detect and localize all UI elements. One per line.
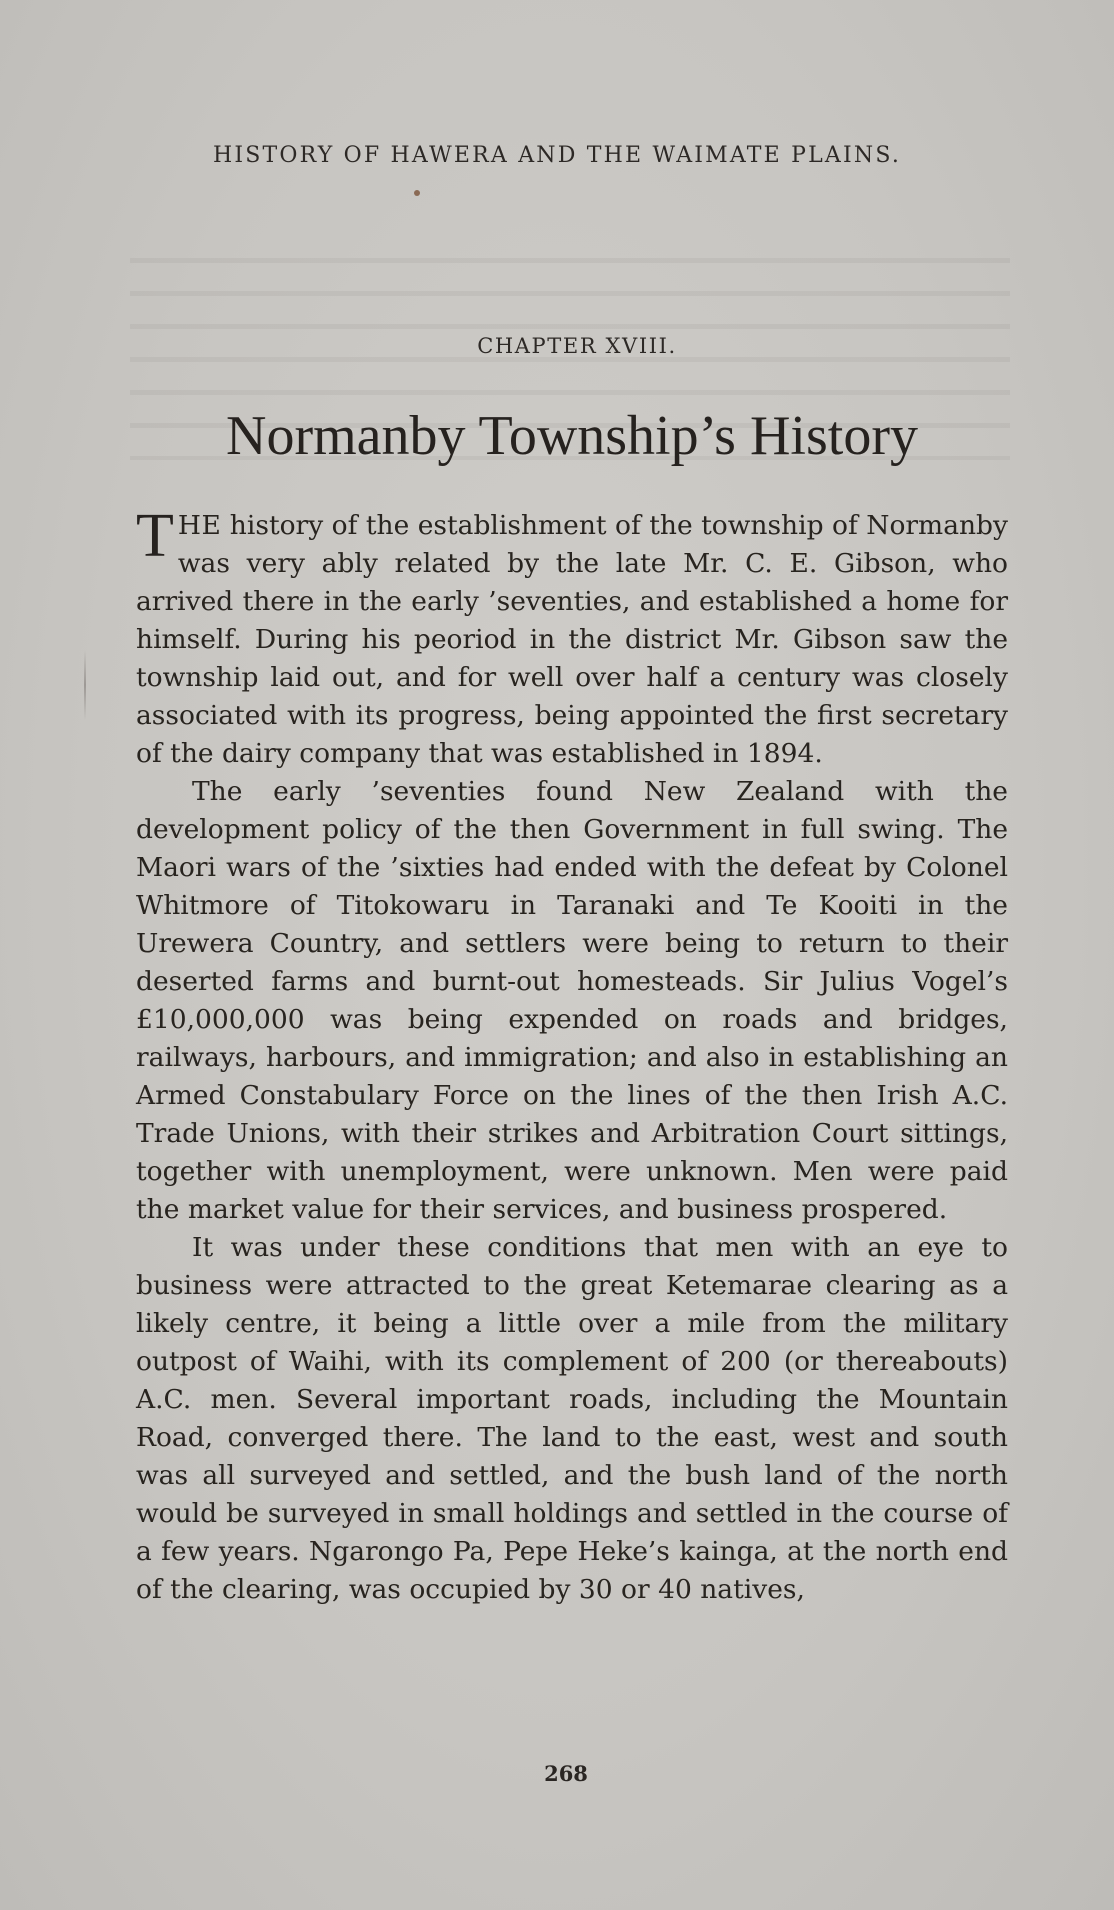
- ink-speck: [414, 190, 420, 196]
- running-head: HISTORY OF HAWERA AND THE WAIMATE PLAINS.: [212, 143, 902, 168]
- paragraph-1-text: history of the establishment of the township of Normanby was very ably related by the late Mr. C. E. Gibson, who arrived there in the early ’seventies, and established a home for himself. During his peoriod in the district Mr. Gibson saw the township laid out, and for well over half a century was closely associated with its progress, being appointed the first secretary of the dairy company that was established in 1894.: [136, 510, 1008, 769]
- drop-cap: T: [136, 502, 174, 570]
- body-text: [136, 502, 1008, 1609]
- chapter-number: CHAPTER XVIII.: [477, 334, 677, 358]
- margin-mark: [84, 650, 86, 720]
- paragraph-1: [136, 502, 1008, 773]
- page-number: 268: [544, 1761, 588, 1786]
- drop-cap-continuation: HE: [177, 510, 222, 541]
- paragraph-2: The early ’seventies found New Zealand with the development policy of the then Government in full swing. The Maori wars of the ’sixties had ended with the defeat by Colonel Whitmore of Titokowaru in Taranaki and Te Kooiti in the Urewera Country, and settlers were being to return to their deserted farms and burnt-out homesteads. Sir Julius Vogel’s £10,000,000 was being expended on roads and bridges, railways, harbours, and immigration; and also in establishing an Armed Constabulary Force on the lines of the then Irish A.C. Trade Unions, with their strikes and Arbitration Court sittings, together with unemployment, were unknown. Men were paid the market value for their services, and business prospered.: [136, 776, 1008, 1225]
- paragraph-3: It was under these conditions that men with an eye to business were attracted to the great Ketemarae clearing as a likely centre, it being a little over a mile from the military outpost of Waihi, with its complement of 200 (or thereabouts) A.C. men. Several important roads, including the Mountain Road, converged there. The land to the east, west and south was all surveyed and settled, and the bush land of the north would be surveyed in small holdings and settled in the course of a few years. Ngarongo Pa, Pepe Heke’s kainga, at the north end of the clearing, was occupied by 30 or 40 natives,: [136, 1232, 1008, 1605]
- chapter-title: Normanby Township’s History: [226, 405, 918, 467]
